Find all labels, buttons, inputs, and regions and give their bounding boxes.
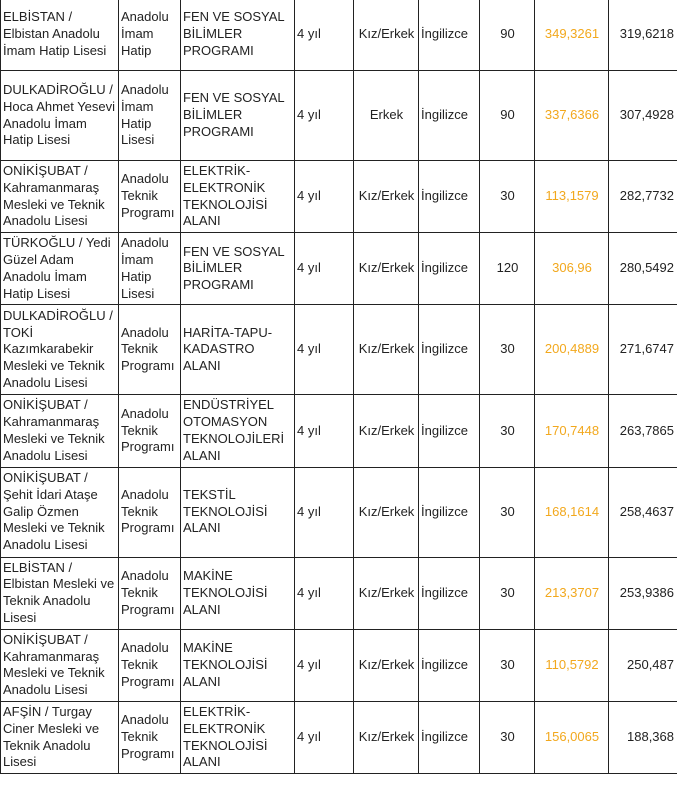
school-cell: DULKADİROĞLU / TOKİ Kazımkarabekir Mesleki ve Teknik Anadolu Lisesi — [1, 305, 119, 395]
gender-cell: Kız/Erkek — [354, 161, 419, 233]
school-cell: ONİKİŞUBAT / Kahramanmaraş Mesleki ve Teknik Anadolu Lisesi — [1, 161, 119, 233]
program-cell: FEN VE SOSYAL BİLİMLER PROGRAMI — [181, 0, 295, 71]
school-cell: ONİKİŞUBAT / Kahramanmaraş Mesleki ve Teknik Anadolu Lisesi — [1, 629, 119, 701]
table-row — [1, 71, 677, 161]
min-score-cell: 258,4637 — [609, 467, 677, 557]
type-cell: Anadolu Teknik Programı — [119, 629, 181, 701]
score-cell: 110,5792 — [535, 629, 609, 701]
program-cell: MAKİNE TEKNOLOJİSİ ALANI — [181, 557, 295, 629]
language-cell: İngilizce — [419, 161, 480, 233]
table-row — [1, 0, 677, 71]
duration-cell: 4 yıl — [295, 233, 354, 305]
score-cell: 213,3707 — [535, 557, 609, 629]
type-cell: Anadolu Teknik Programı — [119, 467, 181, 557]
table-row — [1, 233, 677, 305]
score-cell: 113,1579 — [535, 161, 609, 233]
quota-cell: 30 — [480, 161, 535, 233]
language-cell: İngilizce — [419, 305, 480, 395]
program-cell: ELEKTRİK-ELEKTRONİK TEKNOLOJİSİ ALANI — [181, 701, 295, 773]
program-cell: ENDÜSTRİYEL OTOMASYON TEKNOLOJİLERİ ALANI — [181, 395, 295, 467]
duration-cell: 4 yıl — [295, 395, 354, 467]
duration-cell: 4 yıl — [295, 305, 354, 395]
gender-cell: Kız/Erkek — [354, 467, 419, 557]
score-cell: 170,7448 — [535, 395, 609, 467]
program-cell: ELEKTRİK-ELEKTRONİK TEKNOLOJİSİ ALANI — [181, 161, 295, 233]
gender-cell: Kız/Erkek — [354, 395, 419, 467]
table-body — [1, 0, 677, 774]
type-cell: Anadolu Teknik Programı — [119, 395, 181, 467]
type-cell: Anadolu İmam Hatip — [119, 0, 181, 71]
language-cell: İngilizce — [419, 0, 480, 71]
duration-cell: 4 yıl — [295, 629, 354, 701]
min-score-cell: 188,368 — [609, 701, 677, 773]
table-row — [1, 161, 677, 233]
quota-cell: 90 — [480, 71, 535, 161]
school-cell: TÜRKOĞLU / Yedi Güzel Adam Anadolu İmam Hatip Lisesi — [1, 233, 119, 305]
program-cell: TEKSTİL TEKNOLOJİSİ ALANI — [181, 467, 295, 557]
program-cell: FEN VE SOSYAL BİLİMLER PROGRAMI — [181, 71, 295, 161]
gender-cell: Kız/Erkek — [354, 701, 419, 773]
table-row — [1, 557, 677, 629]
quota-cell: 30 — [480, 629, 535, 701]
language-cell: İngilizce — [419, 629, 480, 701]
language-cell: İngilizce — [419, 701, 480, 773]
table-row — [1, 467, 677, 557]
gender-cell: Kız/Erkek — [354, 0, 419, 71]
duration-cell: 4 yıl — [295, 161, 354, 233]
gender-cell: Kız/Erkek — [354, 233, 419, 305]
gender-cell: Kız/Erkek — [354, 557, 419, 629]
gender-cell: Kız/Erkek — [354, 305, 419, 395]
gender-cell: Kız/Erkek — [354, 629, 419, 701]
duration-cell: 4 yıl — [295, 557, 354, 629]
type-cell: Anadolu Teknik Programı — [119, 305, 181, 395]
language-cell: İngilizce — [419, 467, 480, 557]
table-row — [1, 629, 677, 701]
language-cell: İngilizce — [419, 233, 480, 305]
min-score-cell: 250,487 — [609, 629, 677, 701]
quota-cell: 30 — [480, 467, 535, 557]
duration-cell: 4 yıl — [295, 701, 354, 773]
duration-cell: 4 yıl — [295, 71, 354, 161]
quota-cell: 30 — [480, 395, 535, 467]
min-score-cell: 282,7732 — [609, 161, 677, 233]
min-score-cell: 319,6218 — [609, 0, 677, 71]
quota-cell: 90 — [480, 0, 535, 71]
quota-cell: 30 — [480, 701, 535, 773]
score-cell: 306,96 — [535, 233, 609, 305]
score-cell: 349,3261 — [535, 0, 609, 71]
school-cell: AFŞİN / Turgay Ciner Mesleki ve Teknik Anadolu Lisesi — [1, 701, 119, 773]
quota-cell: 30 — [480, 557, 535, 629]
score-cell: 200,4889 — [535, 305, 609, 395]
language-cell: İngilizce — [419, 557, 480, 629]
min-score-cell: 263,7865 — [609, 395, 677, 467]
type-cell: Anadolu İmam Hatip Lisesi — [119, 233, 181, 305]
min-score-cell: 307,4928 — [609, 71, 677, 161]
score-cell: 168,1614 — [535, 467, 609, 557]
table-row — [1, 701, 677, 773]
min-score-cell: 271,6747 — [609, 305, 677, 395]
table-row — [1, 305, 677, 395]
language-cell: İngilizce — [419, 395, 480, 467]
program-cell: MAKİNE TEKNOLOJİSİ ALANI — [181, 629, 295, 701]
quota-cell: 120 — [480, 233, 535, 305]
gender-cell: Erkek — [354, 71, 419, 161]
type-cell: Anadolu İmam Hatip Lisesi — [119, 71, 181, 161]
min-score-cell: 253,9386 — [609, 557, 677, 629]
school-cell: ELBİSTAN / Elbistan Anadolu İmam Hatip Lisesi — [1, 0, 119, 71]
duration-cell: 4 yıl — [295, 0, 354, 71]
quota-cell: 30 — [480, 305, 535, 395]
school-cell: ONİKİŞUBAT / Şehit İdari Ataşe Galip Özmen Mesleki ve Teknik Anadolu Lisesi — [1, 467, 119, 557]
school-cell: DULKADİROĞLU / Hoca Ahmet Yesevi Anadolu İmam Hatip Lisesi — [1, 71, 119, 161]
min-score-cell: 280,5492 — [609, 233, 677, 305]
score-cell: 337,6366 — [535, 71, 609, 161]
school-cell: ELBİSTAN / Elbistan Mesleki ve Teknik Anadolu Lisesi — [1, 557, 119, 629]
type-cell: Anadolu Teknik Programı — [119, 161, 181, 233]
type-cell: Anadolu Teknik Programı — [119, 557, 181, 629]
type-cell: Anadolu Teknik Programı — [119, 701, 181, 773]
program-cell: HARİTA-TAPU-KADASTRO ALANI — [181, 305, 295, 395]
duration-cell: 4 yıl — [295, 467, 354, 557]
score-cell: 156,0065 — [535, 701, 609, 773]
program-cell: FEN VE SOSYAL BİLİMLER PROGRAMI — [181, 233, 295, 305]
table-row — [1, 395, 677, 467]
school-cell: ONİKİŞUBAT / Kahramanmaraş Mesleki ve Teknik Anadolu Lisesi — [1, 395, 119, 467]
language-cell: İngilizce — [419, 71, 480, 161]
